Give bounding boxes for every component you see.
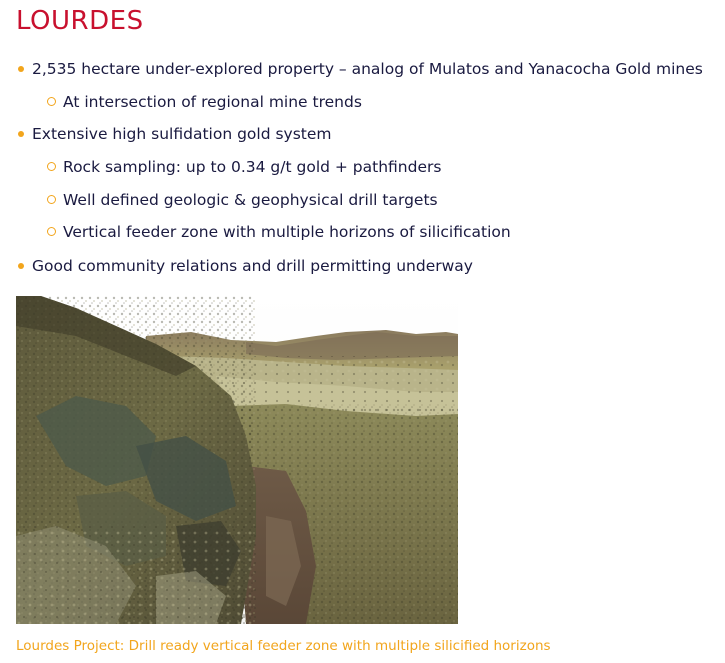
bullet-ring-icon — [47, 195, 56, 204]
bullet-text: Extensive high sulfidation gold system — [32, 125, 332, 143]
bullet-text: Good community relations and drill permitting underway — [32, 257, 473, 275]
slide-title: LOURDES — [16, 6, 144, 36]
bullet-ring-icon — [47, 227, 56, 236]
landscape-photo — [16, 296, 458, 624]
bullet-ring-icon — [47, 97, 56, 106]
bullet-dot-icon — [18, 66, 24, 72]
bullet-text: 2,535 hectare under-explored property – analog of Mulatos and Yanacocha Gold mines — [32, 60, 703, 78]
sub-bullet-text: Vertical feeder zone with multiple horizons of silicification — [63, 223, 511, 241]
bullet-dot-icon — [18, 263, 24, 269]
photo-caption: Lourdes Project: Drill ready vertical feeder zone with multiple silicified horizons — [16, 638, 551, 654]
sub-bullet-text: Well defined geologic & geophysical drill targets — [63, 191, 438, 209]
bullet-dot-icon — [18, 131, 24, 137]
sub-bullet-text: At intersection of regional mine trends — [63, 93, 362, 111]
sub-bullet-text: Rock sampling: up to 0.34 g/t gold + pathfinders — [63, 158, 442, 176]
bullet-ring-icon — [47, 162, 56, 171]
